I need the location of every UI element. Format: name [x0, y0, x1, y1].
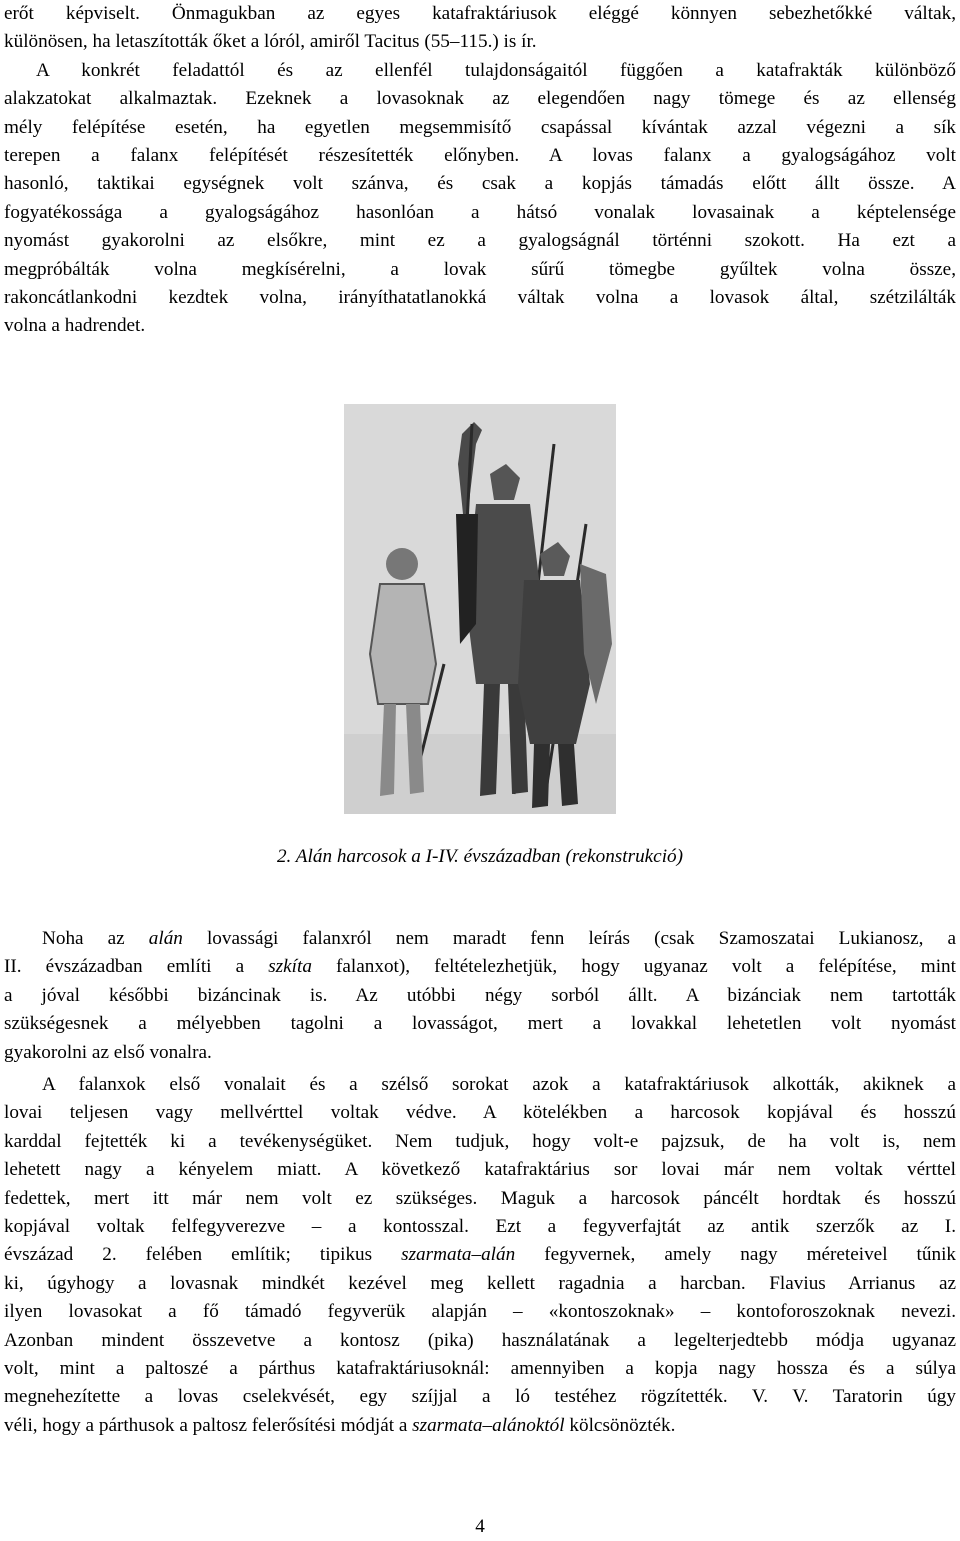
text-line: Noha az alán lovassági falanxról nem maradt fenn leírás (csak Szamoszatai Lukianosz, a: [42, 928, 956, 949]
text-line: mély felépítése esetén, ha egyetlen megsemmisítő csapással kívántak azzal végezni a sík: [4, 116, 956, 138]
text-line: a jóval későbbi bizáncinak is. Az utóbbi négy sorból állt. A bizánciak nem tartották: [4, 984, 956, 1006]
emphasis: szkíta: [268, 956, 312, 978]
text-line: lehetett nagy a kényelem miatt. A következő katafraktárius sor lovai már nem voltak vérttel: [4, 1159, 956, 1181]
text-line: megnehezítette a lovas cselekvését, egy szíjjal a ló testéhez rögzítették. V. V. Taratorin úgy: [4, 1386, 956, 1408]
figure-caption: 2. Alán harcosok a I-IV. évszázadban (rekonstrukció): [276, 846, 684, 867]
text-line: hasonló, taktikai egységnek volt szánva, és csak a kopjás támadás előtt állt össze. A: [4, 173, 956, 195]
text-line: alakzatokat alkalmaztak. Ezeknek a lovasoknak az elegendően nagy tömege és az ellenség: [4, 88, 956, 110]
text-line: fogyatékossága a gyalogságához hasonlóan a hátsó vonalak lovasainak a képtelensége: [4, 201, 956, 223]
text-line: lovai teljesen vagy mellvérttel voltak védve. A kötelékben a harcosok kopjával és hosszú: [4, 1102, 956, 1124]
text-line: véli, hogy a párthusok a paltosz felerősítési módját a szarmata–alánoktól kölcsönözték.: [4, 1414, 676, 1436]
text-line: ki, úgyhogy a lovasnak mindkét kezével meg kellett ragadnia a harcban. Flavius Arrianus az: [4, 1272, 956, 1294]
text-line: Azonban mindent összevetve a kontosz (pika) használatának a legelterjedtebb módja ugyanaz: [4, 1329, 956, 1351]
page-number: 4: [475, 1516, 485, 1537]
text-line: terepen a falanx felépítését részesítették előnyben. A lovas falanx a gyalogságához volt: [4, 145, 956, 167]
text-line: fedettek, mert itt már nem volt ez szükséges. Maguk a harcosok páncélt hordtak és hosszú: [4, 1187, 956, 1209]
text-line: gyakorolni az első vonalra.: [4, 1041, 212, 1063]
text-line: A konkrét feladattól és az ellenfél tulajdonságaitól függően a katafrakták különböző: [36, 59, 956, 81]
alan-warriors-illustration: [344, 404, 616, 814]
text-line: ilyen lovasokat a fő támadó fegyverük alapján – «kontoszoknak» – kontoforoszoknak nevezi.: [4, 1301, 956, 1323]
text-line: karddal fejtették ki a tevékenységüket. Nem tudjuk, hogy volt-e pajzsuk, de ha volt is, nem: [4, 1130, 956, 1152]
emphasis: szarmata–alán: [401, 1244, 516, 1266]
text-line: rakoncátlankodni kezdtek volna, irányíthatatlanokká váltak volna a lovasok által, szétzilálták: [4, 287, 956, 309]
text-line: kopjával voltak felfegyverezve – a kontosszal. Ezt a fegyverfajtát az antik szerzők az I.: [4, 1216, 956, 1238]
text-line: megpróbálták volna megkísérelni, a lovak sűrű tömegbe gyűltek volna össze,: [4, 258, 956, 280]
paragraph-2: [4, 925, 956, 1067]
text-line: volt, mint a paltoszé a párthus katafraktáriusoknál: amennyiben a kopja nagy hossza és a súlya: [4, 1358, 956, 1380]
text-line: nyomást gyakorolni az elsőkre, mint ez a gyalogságnál történni szokott. Ha ezt a: [4, 230, 956, 252]
emphasis: szarmata–alánoktól: [412, 1414, 565, 1436]
emphasis: alán: [148, 928, 183, 949]
paragraph-3: [4, 1071, 956, 1440]
text-line: volna a hadrendet.: [4, 315, 146, 337]
text-line: erőt képviselt. Önmagukban az egyes katafraktáriusok eléggé könnyen sebezhetőkké váltak,: [4, 3, 956, 24]
text-line: különösen, ha letaszították őket a lóról, amiről Tacitus (55–115.) is ír.: [4, 31, 537, 53]
text-line: II. évszázadban említi a szkíta falanxot), feltételezhetjük, hogy ugyanaz volt a felépítése, mint: [4, 956, 956, 978]
text-line: A falanxok első vonalait és a szélső sorokat azok a katafraktáriusok alkották, akiknek a: [42, 1074, 956, 1095]
text-line: évszázad 2. felében említik; tipikus szarmata–alán fegyvernek, amely nagy méreteivel tűnik: [4, 1244, 956, 1266]
text-line: szükségesnek a mélyebben tagolni a lovasságot, mert a lovakkal lehetetlen volt nyomást: [4, 1013, 956, 1035]
paragraph-1: [4, 0, 956, 341]
